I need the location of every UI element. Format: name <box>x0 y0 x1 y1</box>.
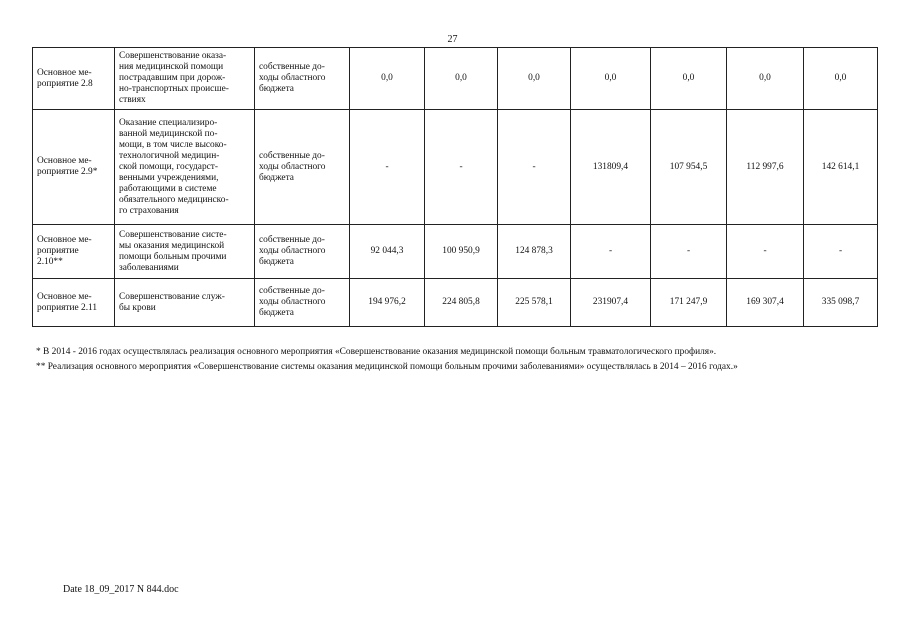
value-cell: 92 044,3 <box>350 225 425 279</box>
value-cell: 0,0 <box>804 48 878 110</box>
value-cell: 0,0 <box>350 48 425 110</box>
value-cell: 231907,4 <box>571 279 651 327</box>
value-cell: 124 878,3 <box>498 225 571 279</box>
measure-name: Оказание специализиро- ванной медицинской по- мощи, в том числе высоко- технологичной медицин- ской помощи, государст- венными учреждениями, работающими в системе обязательного медицинско- го страхования <box>115 110 255 225</box>
measure-name: Совершенствование систе- мы оказания медицинской помощи больным прочими заболеваниями <box>115 225 255 279</box>
value-cell: 0,0 <box>425 48 498 110</box>
value-cell: 100 950,9 <box>425 225 498 279</box>
value-cell: 0,0 <box>651 48 727 110</box>
value-cell: 225 578,1 <box>498 279 571 327</box>
measure-name: Совершенствование оказа- ния медицинской помощи пострадавшим при дорож- но-транспортных происше- ствиях <box>115 48 255 110</box>
value-cell: 171 247,9 <box>651 279 727 327</box>
value-cell: 131809,4 <box>571 110 651 225</box>
value-cell: 112 997,6 <box>727 110 804 225</box>
value-cell: 224 805,8 <box>425 279 498 327</box>
measure-code: Основное ме- роприятие 2.9* <box>33 110 115 225</box>
value-cell: 107 954,5 <box>651 110 727 225</box>
table-row <box>33 225 878 279</box>
value-cell: - <box>498 110 571 225</box>
funding-source: собственные до- ходы областного бюджета <box>255 48 350 110</box>
value-cell: 335 098,7 <box>804 279 878 327</box>
page-number: 27 <box>447 34 458 45</box>
funding-table <box>32 47 878 327</box>
funding-source: собственные до- ходы областного бюджета <box>255 279 350 327</box>
value-cell: - <box>425 110 498 225</box>
footnotes <box>36 345 738 375</box>
value-cell: 0,0 <box>571 48 651 110</box>
value-cell: - <box>727 225 804 279</box>
measure-name: Совершенствование служ- бы крови <box>115 279 255 327</box>
measure-code: Основное ме- роприятие 2.8 <box>33 48 115 110</box>
table-row <box>33 110 878 225</box>
value-cell: 0,0 <box>498 48 571 110</box>
footnote-1: * В 2014 - 2016 годах осуществлялась реализация основного мероприятия «Совершенствование оказания медицинской помощи больным травматологического профиля». <box>36 347 717 357</box>
value-cell: 142 614,1 <box>804 110 878 225</box>
value-cell: 0,0 <box>727 48 804 110</box>
document-footer: Date 18_09_2017 N 844.doc <box>63 584 179 595</box>
value-cell: - <box>804 225 878 279</box>
value-cell: 194 976,2 <box>350 279 425 327</box>
value-cell: - <box>350 110 425 225</box>
value-cell: - <box>571 225 651 279</box>
value-cell: - <box>651 225 727 279</box>
measure-code: Основное ме- роприятие 2.10** <box>33 225 115 279</box>
measure-code: Основное ме- роприятие 2.11 <box>33 279 115 327</box>
funding-source: собственные до- ходы областного бюджета <box>255 225 350 279</box>
table-row <box>33 279 878 327</box>
value-cell: 169 307,4 <box>727 279 804 327</box>
funding-source: собственные до- ходы областного бюджета <box>255 110 350 225</box>
footnote-2: ** Реализация основного мероприятия «Совершенствование системы оказания медицинской помощи больным прочими заболеваниями» осуществлялась в 2014 – 2016 годах.» <box>36 362 738 372</box>
table-row <box>33 48 878 110</box>
